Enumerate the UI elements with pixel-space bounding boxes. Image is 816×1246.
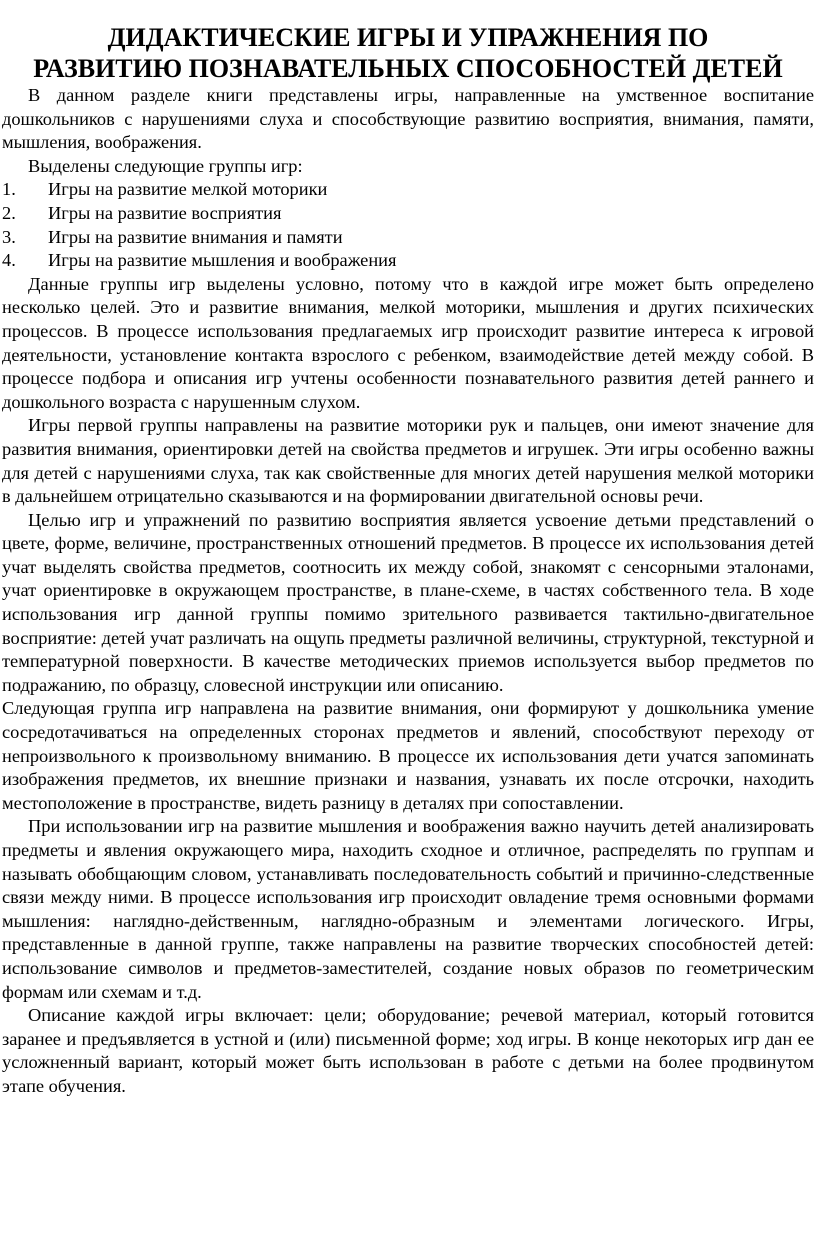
document-page xyxy=(2,22,814,1099)
thinking-paragraph: При использовании игр на развитие мышления и воображения важно научить детей анализировать предметы и явления окружающего мира, находить сходное и отличное, распределять по группам и называть обобщающим словом, устанавливать последовательность событий и причинно-следственные связи между ними. В процессе использования игр происходит овладение тремя основными формами мышления: наглядно-действенным, наглядно-образным и элементами логического. Игры, представленные в данной группе, также направлены на развитие творческих способностей детей: использование символов и предметов-заместителей, создание новых образов по геометрическим формам или схемам и т.д. xyxy=(2,816,814,1002)
game-groups-list xyxy=(2,178,814,272)
list-item xyxy=(2,226,814,250)
list-item-number: 3. xyxy=(2,226,16,247)
perception-paragraph: Целью игр и упражнений по развитию восприятия является усвоение детьми представлений о цвете, форме, величине, пространственных отношений предметов. В процессе их использования детей учат выделять свойства предметов, соотносить их между собой, знакомят с сенсорными эталонами, учат ориентировке в окружающем пространстве, в плане-схеме, в частях собственного тела. В ходе использования игр данной группы помимо зрительного развивается тактильно-двигательное восприятие: детей учат различать на ощупь предметы различной величины, структурной, текстурной и температурной поверхности. В качестве методических приемов используется выбор предметов по подражанию, по образцу, словесной инструкции или описанию. xyxy=(2,509,814,695)
list-item-number: 4. xyxy=(2,250,16,271)
list-item xyxy=(2,178,814,202)
first-group-paragraph: Игры первой группы направлены на развитие моторики рук и пальцев, они имеют значение для развития внимания, ориентировки детей на свойства предметов и игрушек. Эти игры особенно важны для детей с нарушениями слуха, так как свойственные для многих детей нарушения мелкой моторики в дальнейшем отрицательно сказываются и на формировании двигательной основы речи. xyxy=(2,415,814,507)
list-item-text: Игры на развитие мелкой моторики xyxy=(48,179,328,200)
list-item-text: Игры на развитие восприятия xyxy=(48,202,282,223)
document-title xyxy=(2,22,814,84)
title-line-2: РАЗВИТИЮ ПОЗНАВАТЕЛЬНЫХ СПОСОБНОСТЕЙ ДЕТЕЙ xyxy=(33,54,783,83)
list-item-text: Игры на развитие внимания и памяти xyxy=(48,226,343,247)
list-item xyxy=(2,249,814,273)
intro-paragraph: В данном разделе книги представлены игры, направленные на умственное воспитание дошкольников с нарушениями слуха и способствующие развитию восприятия, внимания, памяти, мышления, воображения. xyxy=(2,85,814,153)
list-item xyxy=(2,202,814,226)
title-line-1: ДИДАКТИЧЕСКИЕ ИГРЫ И УПРАЖНЕНИЯ ПО xyxy=(107,23,709,52)
groups-conditional-paragraph: Данные группы игр выделены условно, потому что в каждой игре может быть определено несколько целей. Это и развитие внимания, мелкой моторики, мышления и других психических процессов. В процессе использования предлагаемых игр происходит развитие интереса к игровой деятельности, установление контакта взрослого с ребенком, взаимодействие детей между собой. В процессе подбора и описания игр учтены особенности познавательного развития детей раннего и дошкольного возраста с нарушенным слухом. xyxy=(2,273,814,412)
attention-paragraph: Следующая группа игр направлена на развитие внимания, они формируют у дошкольника умение сосредотачиваться на определенных сторонах предметов и явлений, способствуют переходу от непроизвольного к произвольному вниманию. В процессе их использования дети учатся запоминать изображения предметов, их внешние признаки и названия, узнавать их после отсрочки, находить местоположение в пространстве, видеть разницу в деталях при сопоставлении. xyxy=(2,698,814,813)
list-item-text: Игры на развитие мышления и воображения xyxy=(48,250,397,271)
groups-intro-paragraph: Выделены следующие группы игр: xyxy=(28,155,303,176)
list-item-number: 1. xyxy=(2,179,16,200)
list-item-number: 2. xyxy=(2,202,16,223)
description-paragraph: Описание каждой игры включает: цели; оборудование; речевой материал, который готовится заранее и предъявляется в устной и (или) письменной форме; ход игры. В конце некоторых игр дан ее усложненный вариант, который может быть использован в работе с детьми на более продвинутом этапе обучения. xyxy=(2,1005,814,1096)
